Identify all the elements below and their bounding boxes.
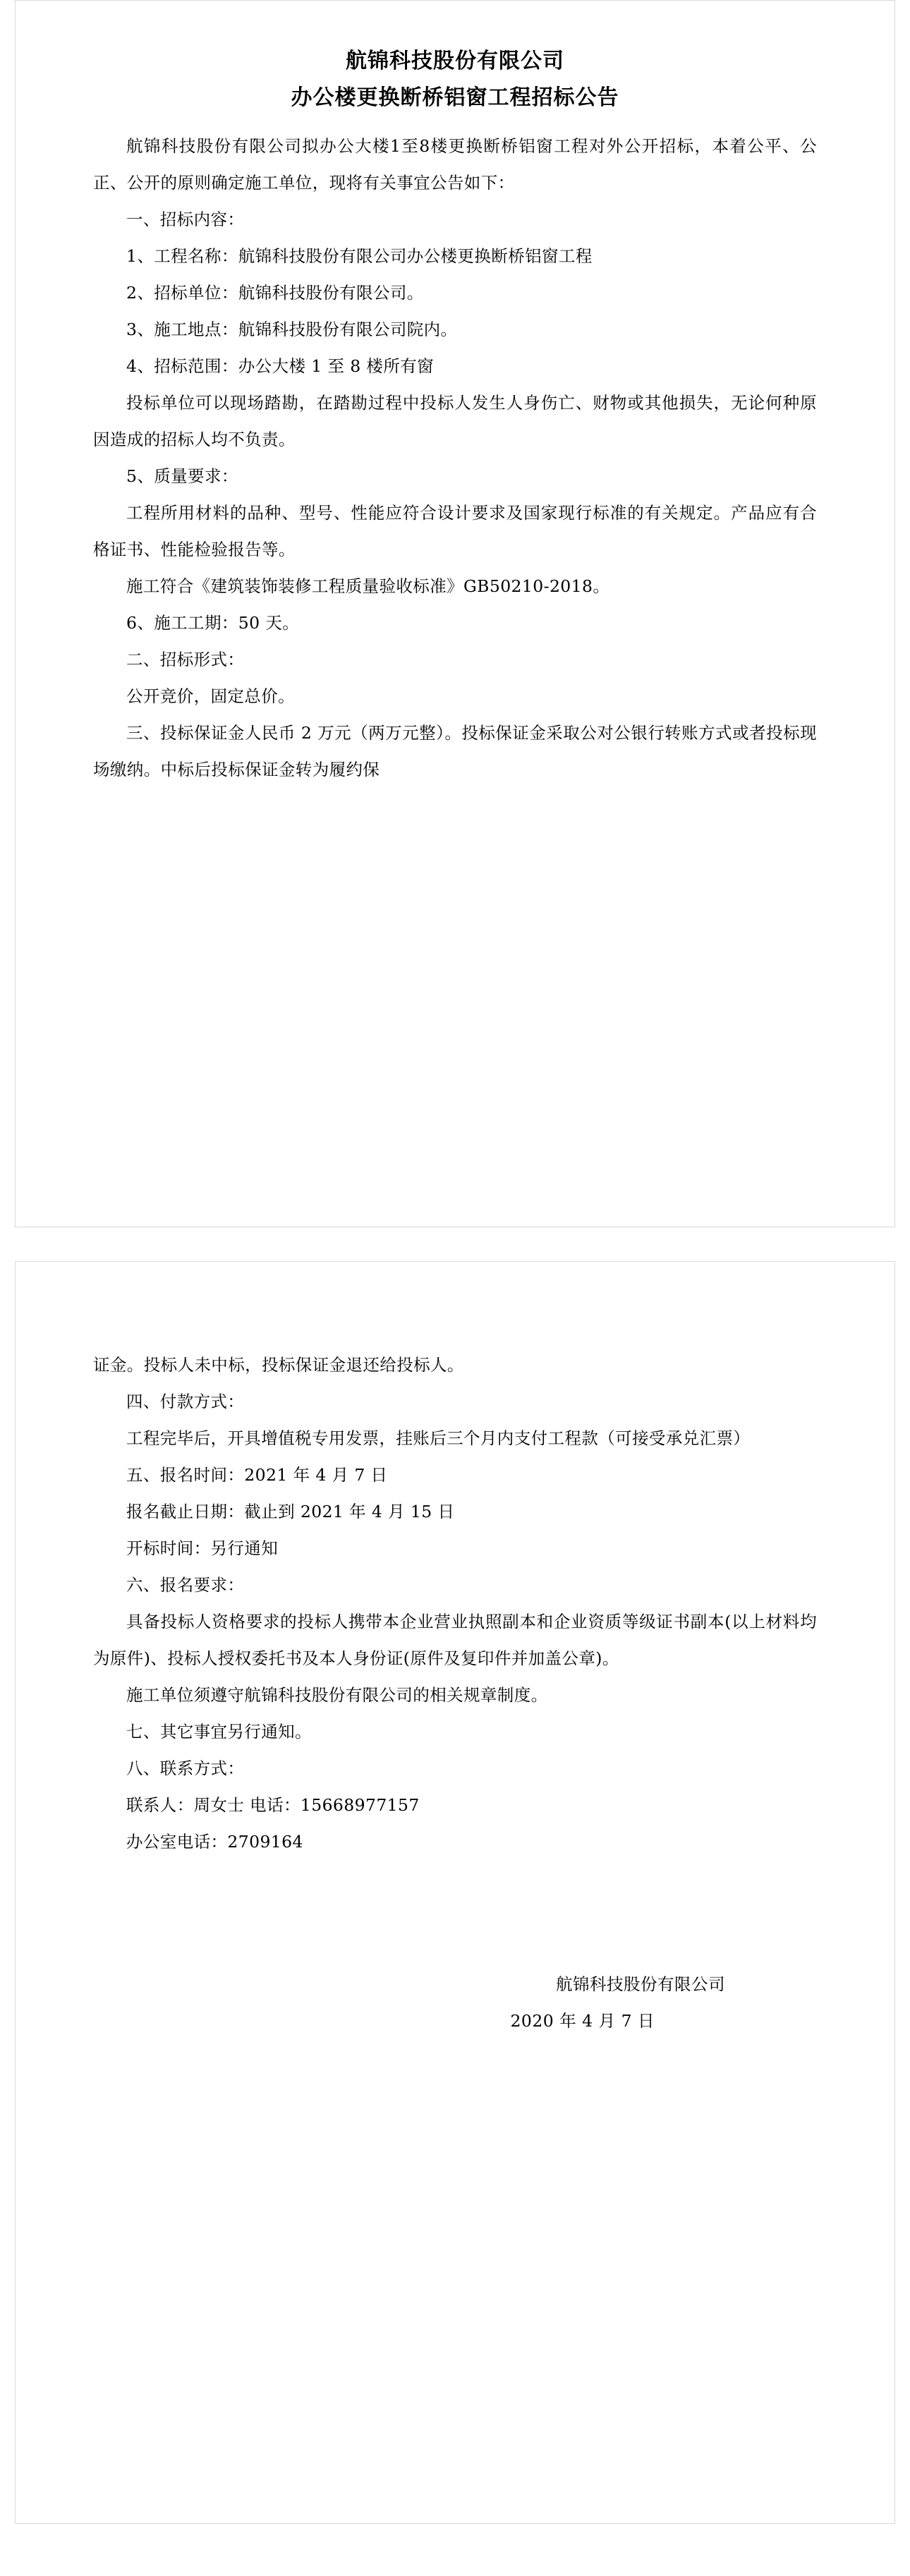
paragraph-materials-standard: 工程所用材料的品种、型号、性能应符合设计要求及国家现行标准的有关规定。产品应有合格证书、性能检验报告等。 <box>93 503 817 559</box>
paragraph-bond-continued: 证金。投标人未中标，投标保证金退还给投标人。 <box>93 1355 464 1375</box>
paragraph-construction-standard: 施工符合《建筑装饰装修工程质量验收标准》GB50210-2018。 <box>126 576 610 596</box>
paragraph-site-survey: 投标单位可以现场踏勘，在踏勘过程中投标人发生人身伤亡、财物或其他损失，无论何种原因造成的招标人均不负责。 <box>93 393 817 449</box>
title-spacer <box>93 116 817 128</box>
page-2-content <box>15 1261 895 2524</box>
paragraph-section-one-heading: 一、招标内容： <box>126 209 245 229</box>
paragraph-registration-requirements: 具备投标人资格要求的投标人携带本企业营业执照副本和企业资质等级证书副本(以上材料均为原件)、投标人授权委托书及本人身份证(原件及复印件并加盖公章)。 <box>93 1612 817 1668</box>
paragraph-section-eight-heading: 八、联系方式： <box>126 1758 245 1778</box>
paragraph-rules-compliance: 施工单位须遵守航锦科技股份有限公司的相关规章制度。 <box>126 1685 548 1705</box>
paragraph-section-four-heading: 四、付款方式： <box>126 1392 245 1411</box>
paragraph-section-six-heading: 六、报名要求： <box>126 1575 245 1595</box>
document-page-2 <box>0 1261 910 2524</box>
paragraph-office-phone: 办公室电话：2709164 <box>126 1832 303 1852</box>
document-title-line-1: 航锦科技股份有限公司 <box>346 49 564 73</box>
signature-date: 2020 年 4 月 7 日 <box>510 2011 655 2031</box>
paragraph-registration-deadline: 报名截止日期：截止到 2021 年 4 月 15 日 <box>126 1502 455 1521</box>
paragraph-bidding-form: 公开竞价，固定总价。 <box>126 686 295 706</box>
paragraph-intro: 航锦科技股份有限公司拟办公大楼1至8楼更换断桥铝窗工程对外公开招标，本着公平、公正、公开的原则确定施工单位，现将有关事宜公告如下： <box>93 136 817 193</box>
signature-company: 航锦科技股份有限公司 <box>556 1974 725 1994</box>
paragraph-bid-opening-time: 开标时间：另行通知 <box>126 1538 279 1558</box>
paragraph-duration: 6、施工工期：50 天。 <box>126 613 300 633</box>
paragraph-section-seven: 七、其它事宜另行通知。 <box>126 1722 312 1742</box>
document-title <box>93 43 817 116</box>
paragraph-construction-site: 3、施工地点：航锦科技股份有限公司院内。 <box>126 320 458 339</box>
document-page-1 <box>0 0 910 1227</box>
paragraph-section-two-heading: 二、招标形式： <box>126 650 245 669</box>
page-1-content <box>15 0 895 1227</box>
paragraph-quality-heading: 5、质量要求： <box>126 466 238 486</box>
paragraph-payment-terms: 工程完毕后，开具增值税专用发票，挂账后三个月内支付工程款（可接受承兑汇票） <box>126 1428 751 1448</box>
page-break <box>0 1227 910 1261</box>
paragraph-registration-time: 五、报名时间：2021 年 4 月 7 日 <box>126 1465 388 1485</box>
signature-block <box>93 1966 817 2039</box>
paragraph-project-name: 1、工程名称：航锦科技股份有限公司办公楼更换断桥铝窗工程 <box>126 246 593 266</box>
paragraph-tender-unit: 2、招标单位：航锦科技股份有限公司。 <box>126 283 424 303</box>
paragraph-contact-person: 联系人：周女士 电话：15668977157 <box>126 1795 420 1815</box>
document-title-line-2: 办公楼更换断桥铝窗工程招标公告 <box>291 85 619 110</box>
paragraph-tender-scope: 4、招标范围：办公大楼 1 至 8 楼所有窗 <box>126 356 435 376</box>
paragraph-bid-bond: 三、投标保证金人民币 2 万元（两万元整）。投标保证金采取公对公银行转账方式或者投标现场缴纳。中标后投标保证金转为履约保 <box>93 723 817 779</box>
